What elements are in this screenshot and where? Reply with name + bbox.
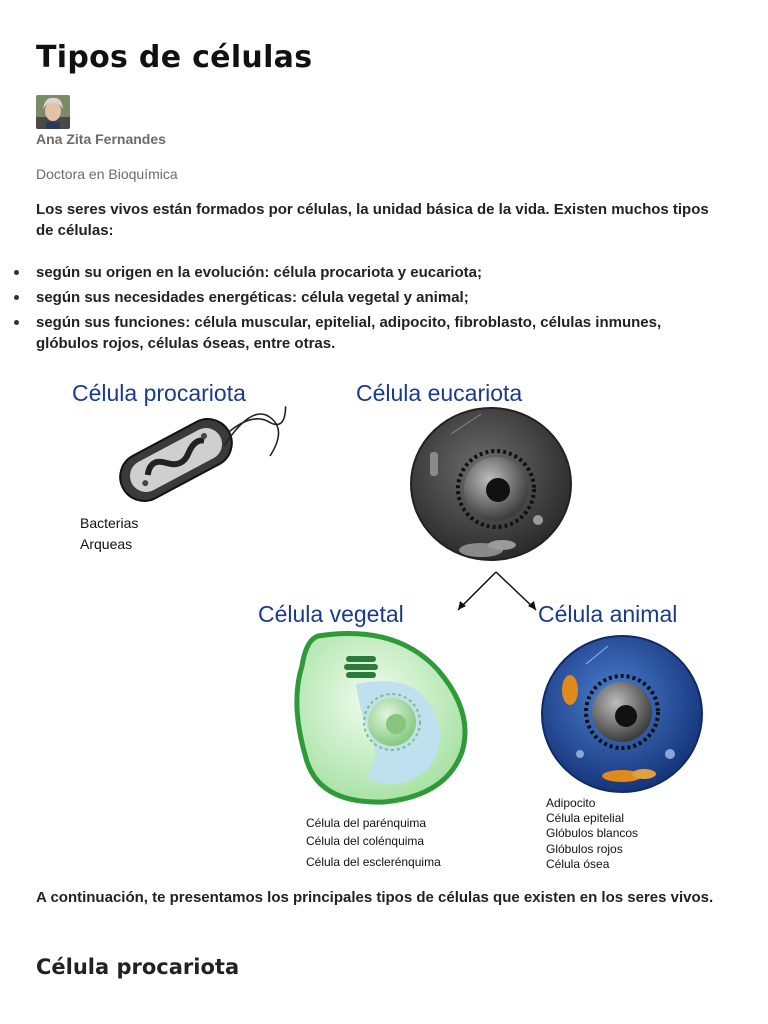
list-item (36, 287, 726, 308)
cell-diagram-svg (66, 374, 716, 874)
bullet-icon (14, 320, 19, 325)
animal-cell-example: Glóbulos blancos (546, 826, 639, 840)
cell-types-diagram (66, 374, 716, 874)
animal-cell-example: Célula epitelial (546, 811, 625, 825)
plant-cell-example: Célula del esclerénquima (306, 855, 441, 869)
list-item-text: según sus funciones: célula muscular, epitelial, adipocito, fibroblasto, células inmunes, glóbulos rojos, células óseas, entre otras. (36, 314, 662, 352)
author-name[interactable]: Ana Zita Fernandes (36, 131, 166, 147)
plant-cell-example: Célula del colénquima (306, 834, 425, 848)
list-item (36, 312, 726, 354)
outro-paragraph: A continuación, te presentamos los principales tipos de células que existen en los seres vivos. (36, 889, 714, 906)
animal-cell-example: Adipocito (546, 796, 596, 810)
intro-paragraph: Los seres vivos están formados por células, la unidad básica de la vida. Existen muchos tipos de células: (36, 201, 709, 239)
animal-cell-illustration (542, 636, 702, 792)
eukaryote-title: Célula eucariota (356, 380, 523, 406)
list-item-text: según su origen en la evolución: célula procariota y eucariota; (36, 264, 482, 281)
author-avatar[interactable] (36, 95, 70, 129)
plant-cell-title: Célula vegetal (258, 601, 404, 627)
author-role: Doctora en Bioquímica (36, 166, 178, 182)
cell-types-list (36, 262, 726, 358)
list-item (36, 262, 726, 283)
list-item-text: según sus necesidades energéticas: célula vegetal y animal; (36, 289, 469, 306)
prokaryote-example: Bacterias (80, 515, 139, 531)
animal-cell-example: Glóbulos rojos (546, 842, 623, 856)
eukaryote-cell-illustration (411, 408, 571, 560)
branch-arrows (458, 572, 536, 610)
animal-cell-example: Célula ósea (546, 857, 610, 871)
prokaryote-example: Arqueas (80, 536, 133, 552)
bullet-icon (14, 295, 19, 300)
plant-cell-example: Célula del parénquima (306, 816, 427, 830)
avatar-photo (36, 95, 70, 129)
prokaryote-title: Célula procariota (72, 380, 246, 406)
section-heading: Célula procariota (36, 955, 240, 979)
bullet-icon (14, 270, 19, 275)
plant-cell-illustration (297, 634, 465, 803)
animal-cell-title: Célula animal (538, 601, 678, 627)
page-title: Tipos de células (36, 40, 313, 75)
